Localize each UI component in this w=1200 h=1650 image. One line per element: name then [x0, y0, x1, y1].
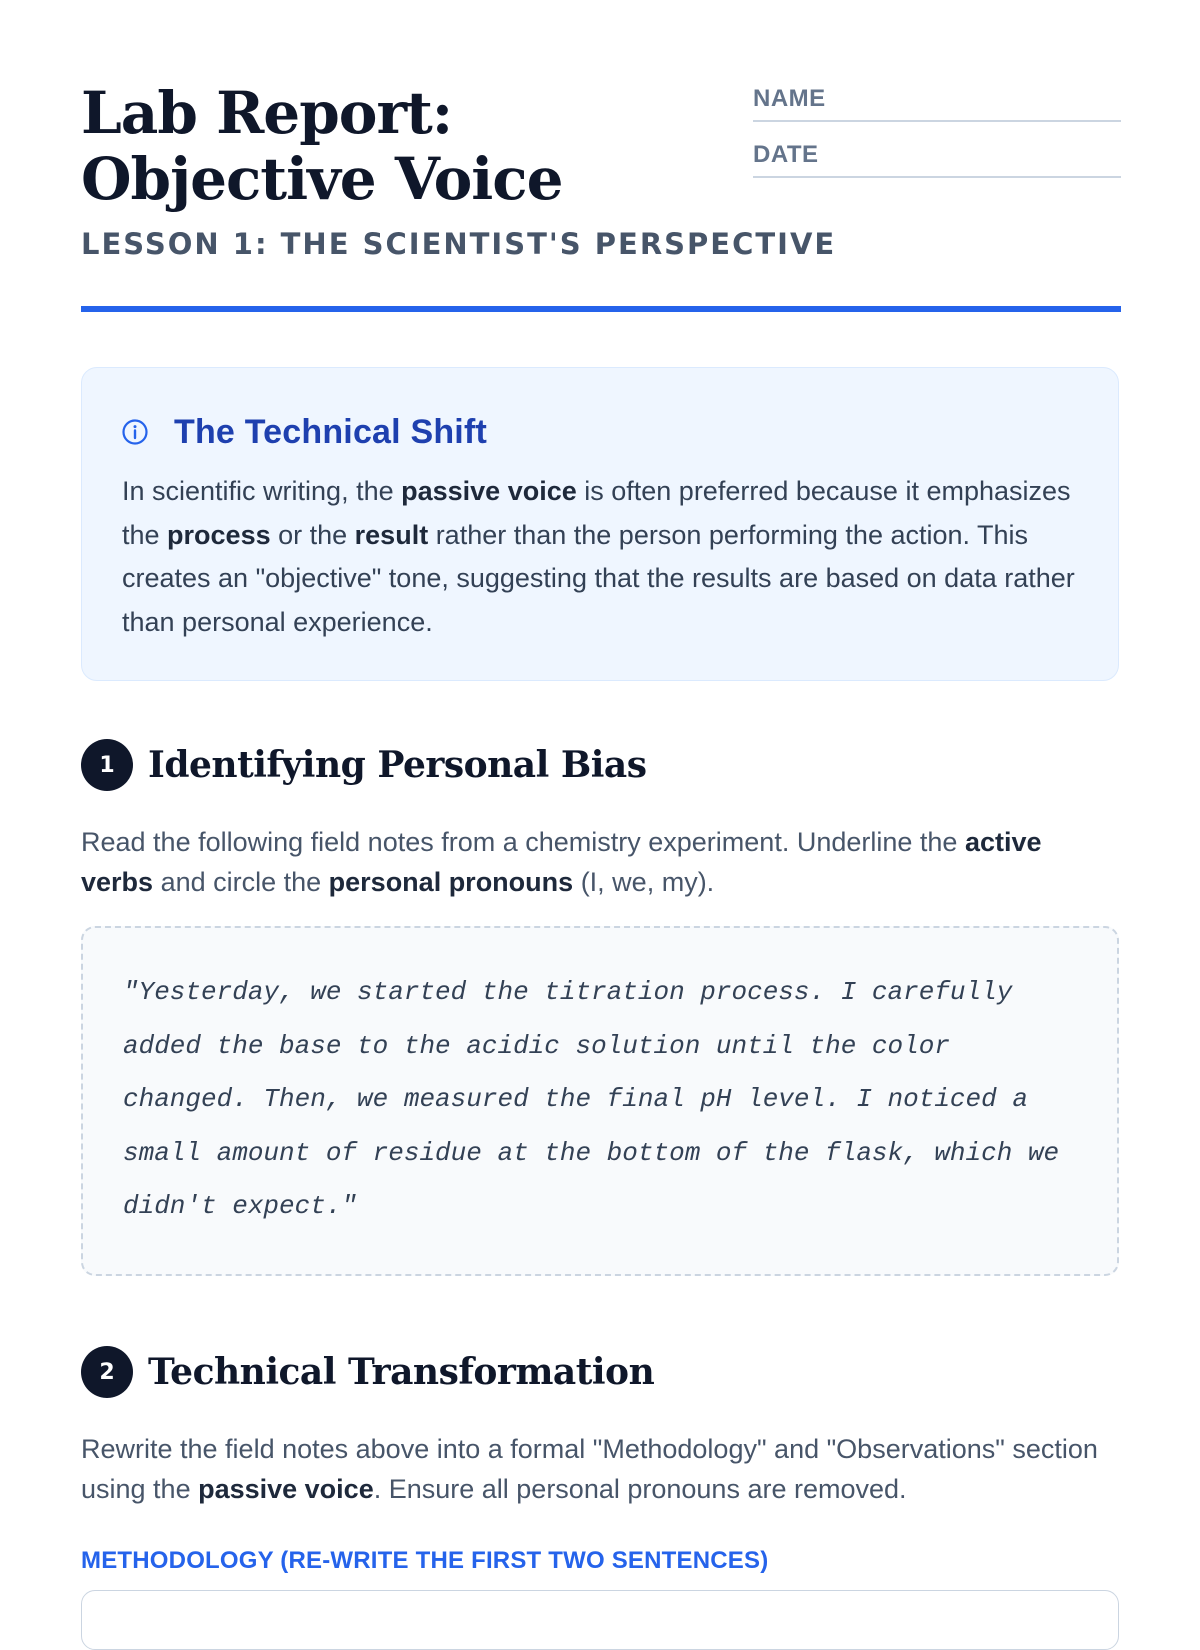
date-label: DATE	[753, 141, 819, 168]
instruction-bold-active-verbs: active verbs	[81, 827, 1042, 897]
info-text-part: In scientific writing, the	[122, 476, 402, 506]
info-text-part: rather than the person performing the action. This creates an "objective" tone, suggesting that the results are based on data rather than personal experience.	[122, 519, 1075, 637]
date-field[interactable]	[753, 136, 1121, 178]
info-text-part: is often preferred because it emphasizes the	[122, 476, 1071, 550]
section-1-title: Identifying Personal Bias	[148, 744, 647, 786]
name-label: NAME	[753, 85, 826, 112]
info-callout-text	[122, 470, 1082, 644]
worksheet-header	[81, 0, 1121, 315]
section-1-instructions	[81, 822, 1121, 902]
lesson-subtitle: LESSON 1: THE SCIENTIST'S PERSPECTIVE	[81, 227, 837, 261]
instruction-text-part: (I, we, my).	[573, 867, 715, 897]
field-notes-text: "Yesterday, we started the titration process. I carefully added the base to the acidic solution until the color changed. Then, we measured the final pH level. I noticed a small amount of residue at the bottom of the flask, which we didn't expect."	[123, 977, 1060, 1221]
instruction-text-part: Read the following field notes from a chemistry experiment. Underline the	[81, 827, 965, 857]
student-info-fields	[753, 80, 1121, 192]
instruction-bold-personal-pronouns: personal pronouns	[328, 867, 574, 897]
info-bold-result: result	[354, 519, 429, 550]
instruction-text-part: and circle the	[153, 867, 329, 897]
info-bold-process: process	[167, 519, 271, 550]
instruction-text-part: Rewrite the field notes above into a formal "Methodology" and "Observations" section using the	[81, 1434, 1098, 1504]
info-callout-title: The Technical Shift	[174, 412, 487, 451]
section-2-number-badge: 2	[81, 1346, 133, 1398]
info-text-part: or the	[270, 519, 355, 550]
info-icon	[122, 419, 148, 445]
section-2-title: Technical Transformation	[148, 1351, 655, 1393]
section-1-number-badge: 1	[81, 739, 133, 791]
methodology-answer-box[interactable]	[81, 1590, 1119, 1650]
worksheet-page	[81, 0, 1121, 1574]
name-field[interactable]	[753, 80, 1121, 122]
instruction-text-part: . Ensure all personal pronouns are removed.	[373, 1474, 907, 1504]
instruction-bold-passive-voice: passive voice	[198, 1474, 374, 1504]
page-title: Lab Report: Objective Voice	[81, 79, 563, 213]
section-1-heading	[81, 737, 647, 793]
info-callout-heading	[122, 412, 487, 452]
methodology-label: METHODOLOGY (RE-WRITE THE FIRST TWO SENTENCES)	[81, 1547, 769, 1574]
info-bold-passive-voice: passive voice	[401, 476, 577, 506]
section-2-instructions	[81, 1429, 1121, 1509]
section-2-heading	[81, 1344, 654, 1400]
header-divider	[81, 306, 1121, 312]
